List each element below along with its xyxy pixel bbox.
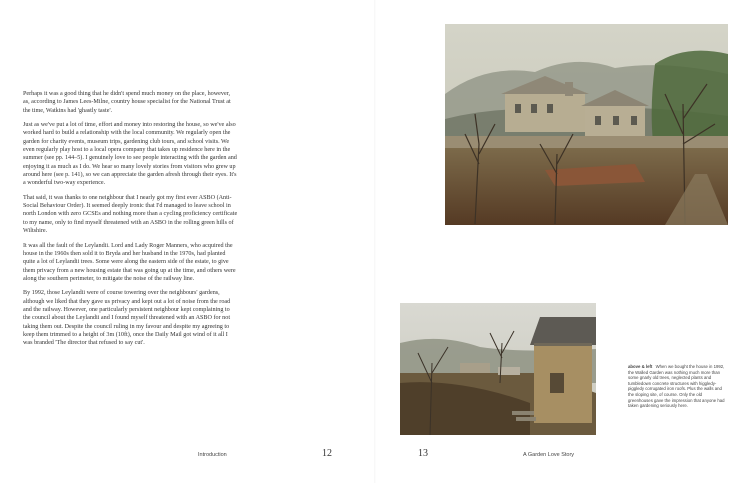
paragraph: By 1992, those Leylandii were of course towering over the neighbours' gardens, although we liked that they gave us privacy and kept out a lot of noise from the road and the railway. However, one particularly persistent neighbour kept complaining to the council about the Leylandii and I found myself threatened with an ASBO for not taking them out. Despite the council ruling in my favour and despite my agreeing to keep them trimmed to a height of 3m (10ft), once the Daily Mail got wind of it all I was branded 'The director that refused to say cut'.	[23, 290, 231, 347]
body-text	[23, 90, 238, 354]
right-page-number: 13	[418, 448, 428, 459]
paragraph: Just as we've put a lot of time, effort and money into restoring the house, so we've also worked hard to build a relationship with the local community. We regularly open the garden for charity events, museum trips, gardening club tours, and school visits. We even regularly play host to a local opera company that takes up residence here in the summer (see pp. 144–5). I genuinely love to see people interacting with the garden and enjoying it as much as I do. We hear so many lovely stories from visitors who grew up around here (see p. 141), so we can appreciate the garden afresh through their eyes. It's a wonderful two-way experience.	[23, 122, 237, 187]
left-page-number: 12	[322, 448, 332, 459]
garden-photo-top-image	[445, 24, 728, 225]
photo-caption	[628, 364, 728, 409]
left-running-footer: Introduction	[198, 452, 227, 458]
page-gutter	[374, 0, 376, 483]
paragraph: Perhaps it was a good thing that he didn't spend much money on the place, however, as, according to James Lees-Milne, country house specialist for the National Trust at the time, Watkins had 'ghastly taste'.	[23, 91, 231, 114]
paragraph: That said, it was thanks to one neighbour that I nearly got my first ever ASBO (Anti-Social Behaviour Order). It seemed deeply ironic that I'd managed to leave school in north London with zero GCSEs and nothing more than a cycling proficiency certificate to my name, only to find myself threatened with an ASBO in the rolling green hills of Wiltshire.	[23, 194, 238, 235]
caption-text: When we bought the house in 1992, the Walled Garden was nothing much more than some gnarly old trees, neglected plants and tumbledown concrete structures with higgledy-piggledy corrugated iron roofs. Plus the walls and the sloping site, of course. Only the old greenhouses gave the impression that anyone had taken gardening seriously here.	[628, 364, 725, 409]
caption-lead: above & left	[628, 364, 653, 369]
garden-photo-top	[445, 24, 728, 225]
right-running-footer: A Garden Love Story	[523, 452, 575, 458]
garden-photo-bottom	[400, 303, 596, 435]
garden-photo-bottom-image	[400, 303, 596, 435]
paragraph: It was all the fault of the Leylandii. Lord and Lady Roger Manners, who acquired the house in the 1960s then sold it to Bryda and her husband in the 1970s, had planted quite a lot of Leylandii trees. Some were along the eastern side of the estate, to give them privacy from a new housing estate that was going up at the time, and others were along the southern perimeter, to mitigate the noise of the railway line.	[23, 242, 236, 282]
